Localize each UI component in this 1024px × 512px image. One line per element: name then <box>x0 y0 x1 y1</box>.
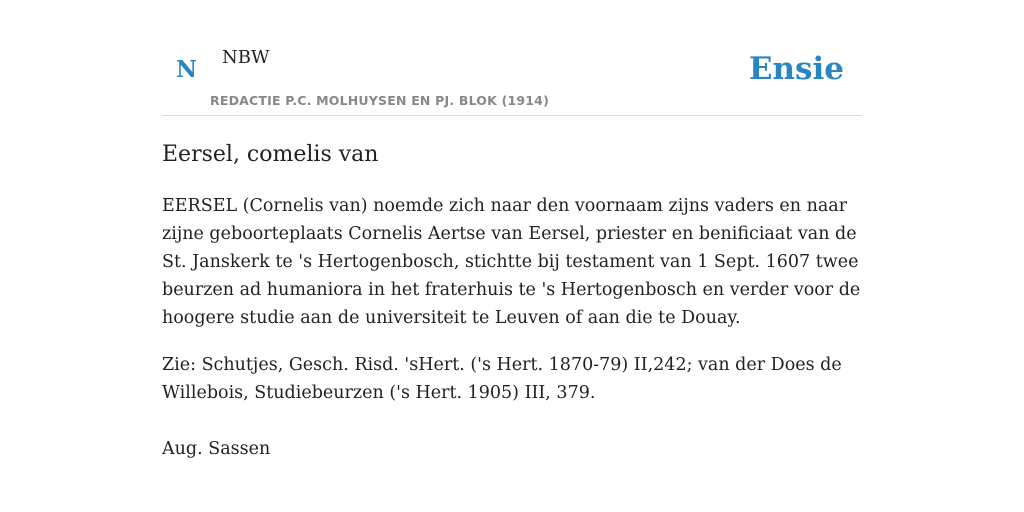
entry-title: Eersel, comelis van <box>162 142 379 167</box>
page <box>162 0 862 512</box>
entry-body: EERSEL (Cornelis van) noemde zich naar den voornaam zijns vaders en naar zijne geboorteplaats Cornelis Aertse van Eersel, priester en benificiaat van de St. Janskerk te 's Hertogenbosch, stichtte bij testament van 1 Sept. 1607 twee beurzen ad humaniora in het fraterhuis te 's Hertogenbosch en verder voor de hoogere studie aan de universiteit te Leuven of aan die te Douay. <box>162 196 861 328</box>
entry-author: Aug. Sassen <box>162 439 271 459</box>
source-title[interactable]: NBW <box>222 47 270 68</box>
entry-references: Zie: Schutjes, Gesch. Risd. 'sHert. ('s Hert. 1870-79) II,242; van der Does de Willebois, Studiebeurzen ('s Hert. 1905) III, 379. <box>162 355 842 403</box>
ensie-logo-link[interactable]: Ensie <box>748 51 844 87</box>
source-header <box>162 0 862 116</box>
source-subtitle: REDACTIE P.C. MOLHUYSEN EN PJ. BLOK (1914) <box>210 93 549 108</box>
source-logo[interactable]: N <box>176 56 198 83</box>
